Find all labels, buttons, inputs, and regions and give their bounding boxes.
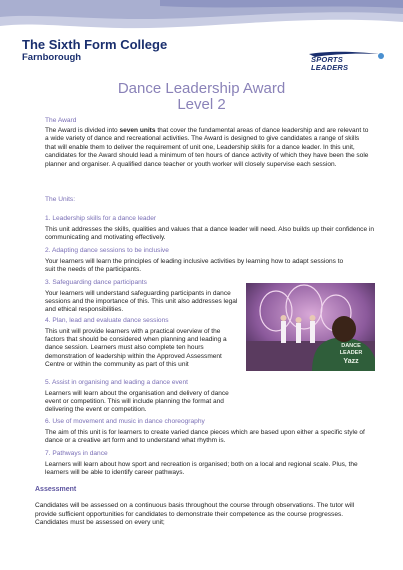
page-title: Dance Leadership Award xyxy=(117,80,286,97)
college-name: The Sixth Form College xyxy=(22,37,168,52)
unit-4-title: 4. Plan, lead and evaluate dance sessions xyxy=(45,317,169,324)
award-paragraph xyxy=(45,127,371,169)
award-text-bold: seven units xyxy=(119,127,156,134)
unit-1-title: 1. Leadership skills for a dance leader xyxy=(45,215,157,222)
unit-7-title: 7. Pathways in dance xyxy=(45,450,108,457)
unit-6-text: The aim of this unit is for learners to create varied dance pieces which are based upon either a specific style of dance or a creative art form and to understand what rhythm is. xyxy=(45,429,365,445)
shirt-print xyxy=(331,343,371,366)
unit-3-title: 3. Safeguarding dance participants xyxy=(45,279,147,286)
logo-line1: SPORTS xyxy=(311,55,343,64)
units-heading: The Units: xyxy=(45,196,76,203)
assessment-text: Candidates will be assessed on a continuous basis throughout the course through observations. The tutor will provide sufficient opportunities for candidates to demonstrate their competence as the course progresses. Candidates must be assessed on every unit; xyxy=(35,502,355,527)
unit-5-title: 5. Assist in organising and leading a dance event xyxy=(45,379,188,386)
unit-2-text: Your learners will learn the principles of leading inclusive activities by learning how to adapt sessions to suit the needs of the participants. xyxy=(45,258,344,274)
shirt-name: Yazz xyxy=(343,358,359,365)
unit-2-title: 2. Adapting dance sessions to be inclusive xyxy=(45,247,169,254)
dance-photo xyxy=(245,282,376,372)
shirt-line2: LEADER xyxy=(339,349,363,356)
unit-6-title: 6. Use of movement and music in dance choreography xyxy=(45,418,205,425)
unit-7-text: Learners will learn about how sport and recreation is organised; both on a local and regional scale. Plus, the learners will be able to identify career pathways. xyxy=(45,461,358,477)
page-subtitle: Level 2 xyxy=(177,96,226,113)
award-text-pre: The Award is divided into xyxy=(45,127,120,134)
assessment-heading: Assessment xyxy=(35,486,77,493)
award-text-post: that cover the fundamental areas of dance leadership and are relevant to a wide variety of dance and recreational activities. The Award is designed to give candidates a range of skills that will enable them to deliver the requirement of unit one, Leadership skills for a dance leader. In this unit, candidates for the Award should lead a minimum of ten hours of dance activity of which they have been the sole planner and organiser. A qualified dance teacher or youth worker will closely supervise each session. xyxy=(45,127,369,168)
unit-5-text: Learners will learn about the organisation and delivery of dance event or competition. This will include planning the format and delivering the event or competition. xyxy=(45,390,229,414)
college-town: Farnborough xyxy=(22,52,82,63)
unit-1-text: This unit addresses the skills, qualities and values that a dance leader will need. Also builds up their confidence in communicating and motivating effectively. xyxy=(45,226,374,242)
shirt-line1: DANCE xyxy=(341,343,361,349)
unit-4-text: This unit will provide learners with a practical overview of the factors that should be considered when planning and leading a dance session. Learners must also complete ten hours demonstration of leadership within the Approved Assessment Centre or within the community as part of this unit xyxy=(45,328,227,368)
logo-text xyxy=(311,56,348,72)
unit-3-text: Your learners will understand safeguarding participants in dance sessions and the importance of this. This unit also addresses legal and ethical responsibilities. xyxy=(45,290,238,314)
award-heading: The Award xyxy=(45,117,77,124)
logo-line2: LEADERS xyxy=(311,63,349,72)
